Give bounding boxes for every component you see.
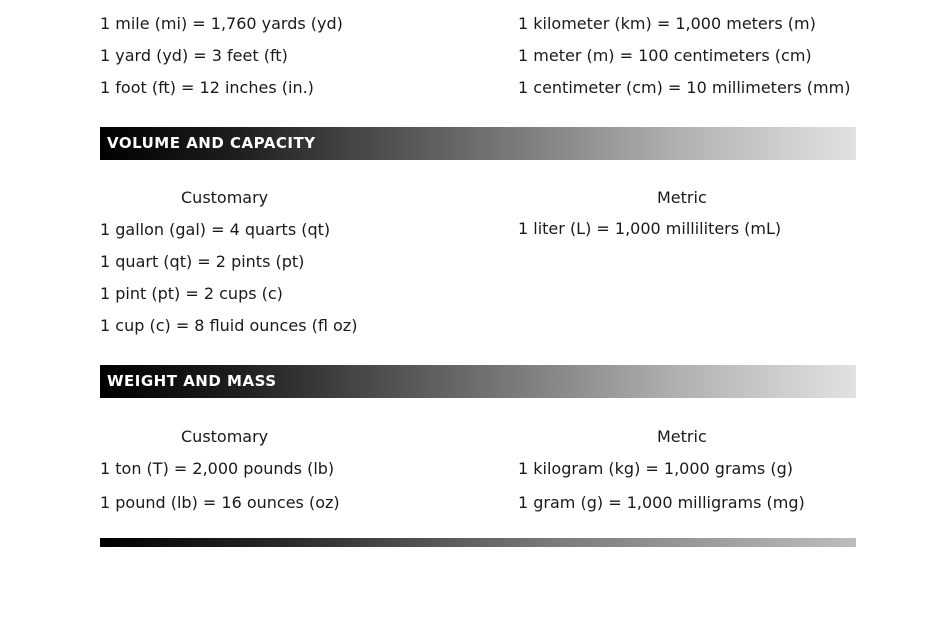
volume-section-banner bbox=[100, 127, 856, 160]
volume-customary-row: 1 cup (c) = 8 fluid ounces (fl oz) bbox=[100, 316, 358, 335]
weight-section-banner bbox=[100, 365, 856, 398]
volume-section-title: VOLUME AND CAPACITY bbox=[107, 134, 316, 152]
volume-customary-heading: Customary bbox=[181, 188, 269, 207]
weight-metric-row: 1 gram (g) = 1,000 milligrams (mg) bbox=[518, 493, 805, 512]
weight-customary-row: 1 ton (T) = 2,000 pounds (lb) bbox=[100, 459, 335, 478]
weight-section-title: WEIGHT AND MASS bbox=[107, 372, 277, 390]
length-customary-row: 1 foot (ft) = 12 inches (in.) bbox=[100, 78, 314, 97]
weight-metric-row: 1 kilogram (kg) = 1,000 grams (g) bbox=[518, 459, 793, 478]
weight-customary-heading: Customary bbox=[181, 427, 269, 446]
length-metric-row: 1 kilometer (km) = 1,000 meters (m) bbox=[518, 14, 816, 33]
length-customary-row: 1 mile (mi) = 1,760 yards (yd) bbox=[100, 14, 343, 33]
weight-customary-row: 1 pound (lb) = 16 ounces (oz) bbox=[100, 493, 340, 512]
weight-metric-heading: Metric bbox=[657, 427, 707, 446]
volume-customary-row: 1 pint (pt) = 2 cups (c) bbox=[100, 284, 283, 303]
volume-metric-row: 1 liter (L) = 1,000 milliliters (mL) bbox=[518, 219, 782, 238]
bottom-divider bbox=[100, 538, 856, 547]
length-metric-row: 1 meter (m) = 100 centimeters (cm) bbox=[518, 46, 812, 65]
volume-customary-row: 1 quart (qt) = 2 pints (pt) bbox=[100, 252, 305, 271]
volume-metric-heading: Metric bbox=[657, 188, 707, 207]
volume-customary-row: 1 gallon (gal) = 4 quarts (qt) bbox=[100, 220, 331, 239]
length-metric-row: 1 centimeter (cm) = 10 millimeters (mm) bbox=[518, 78, 851, 97]
length-customary-row: 1 yard (yd) = 3 feet (ft) bbox=[100, 46, 288, 65]
